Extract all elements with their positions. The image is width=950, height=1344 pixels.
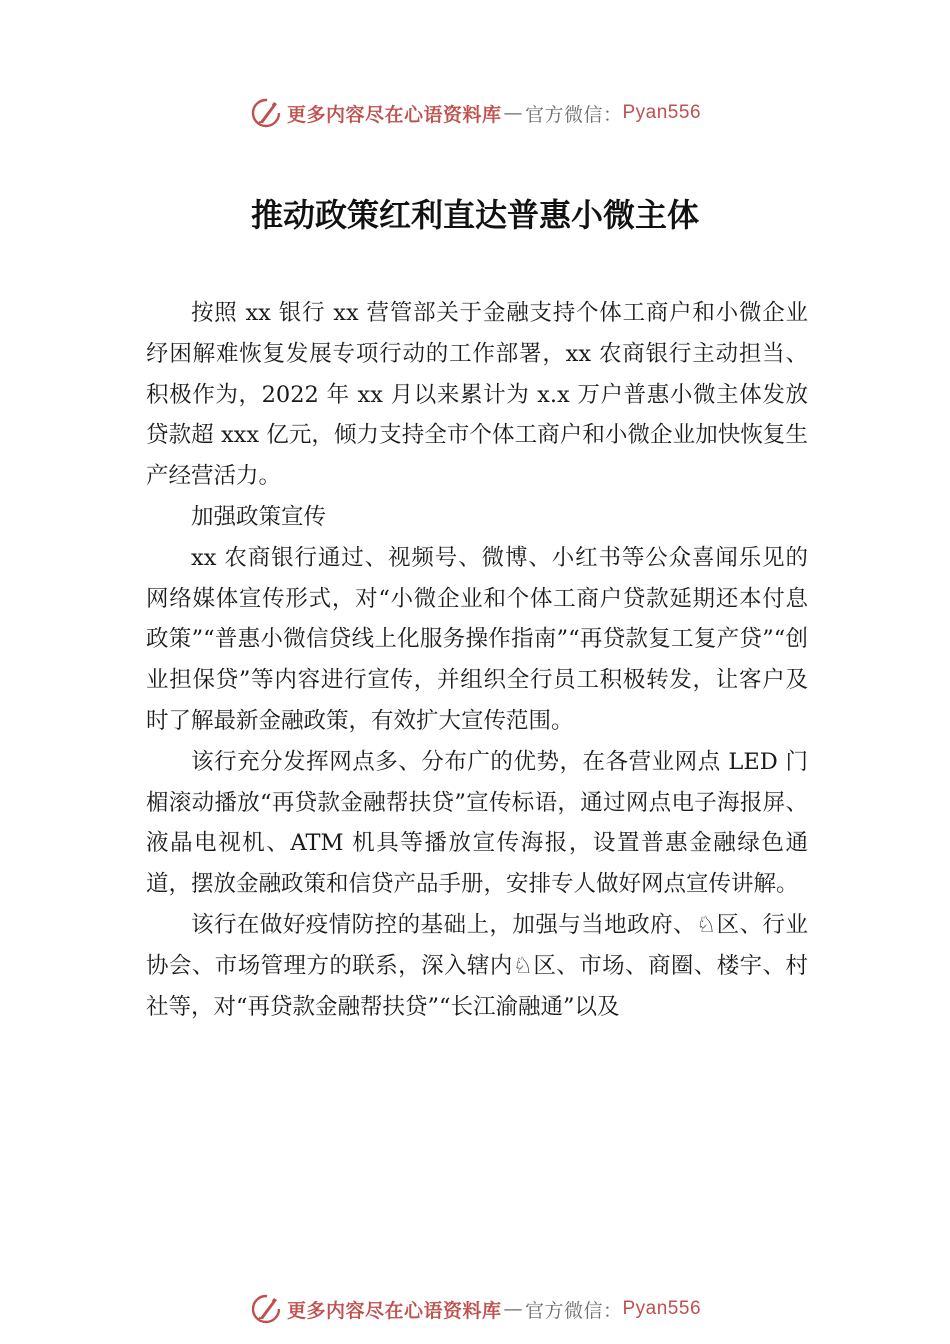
watermark-text: 更多内容尽在心语资料库 xyxy=(286,103,502,126)
document-title: 推动政策红利直达普惠小微主体 xyxy=(250,196,699,234)
document-body xyxy=(146,293,808,1027)
paragraph-intro: 按照 xx 银行 xx 营管部关于金融支持个体工商户和小微企业纾困解难恢复发展专项行动的工作部署，xx 农商银行主动担当、积极作为，2022 年 xx 月以来累计为 x.x 万户普惠小微主体发放贷款超 xxx 亿元，倾力支持全市个体工商户和小微企业加快恢复生产经营活力。 xyxy=(146,300,808,490)
watermark-subtitle: 官方微信： xyxy=(524,1299,623,1322)
watermark-dash: — xyxy=(503,1298,523,1320)
watermark-subtitle: 官方微信： xyxy=(524,103,623,126)
watermark-text: 更多内容尽在心语资料库 xyxy=(286,1299,502,1322)
watermark-footer xyxy=(0,1289,950,1329)
watermark-wechat-id: Pyan556 xyxy=(622,102,702,123)
watermark-wechat-id: Pyan556 xyxy=(622,1298,702,1319)
paragraph-branches: 该行充分发挥网点多、分布广的优势，在各营业网点 LED 门楣滚动播放“再贷款金融帮扶贷”宣传标语，通过网点电子海报屏、液晶电视机、ATM 机具等播放宣传海报，设置普惠金融绿色通道，摆放金融政策和信贷产品手册，安排专人做好网点宣传讲解。 xyxy=(146,748,808,898)
paragraph-outreach: 该行在做好疫情防控的基础上，加强与当地政府、♘区、行业协会、市场管理方的联系，深入辖内♘区、市场、商圈、楼宇、村社等，对“再贷款金融帮扶贷”“长江渝融通”以及 xyxy=(146,911,808,1020)
watermark-dash: — xyxy=(503,102,523,124)
quill-seal-icon xyxy=(249,96,283,130)
watermark-header xyxy=(0,93,950,133)
paragraph-media: xx 农商银行通过、视频号、微博、小红书等公众喜闻乐见的网络媒体宣传形式，对“小微企业和个体工商户贷款延期还本付息政策”“普惠小微信贷线上化服务操作指南”“再贷款复工复产贷”“创业担保贷”等内容进行宣传，并组织全行员工积极转发，让客户及时了解最新金融政策，有效扩大宣传范围。 xyxy=(146,544,808,734)
section-heading: 加强政策宣传 xyxy=(191,503,327,530)
quill-seal-icon xyxy=(249,1292,283,1326)
